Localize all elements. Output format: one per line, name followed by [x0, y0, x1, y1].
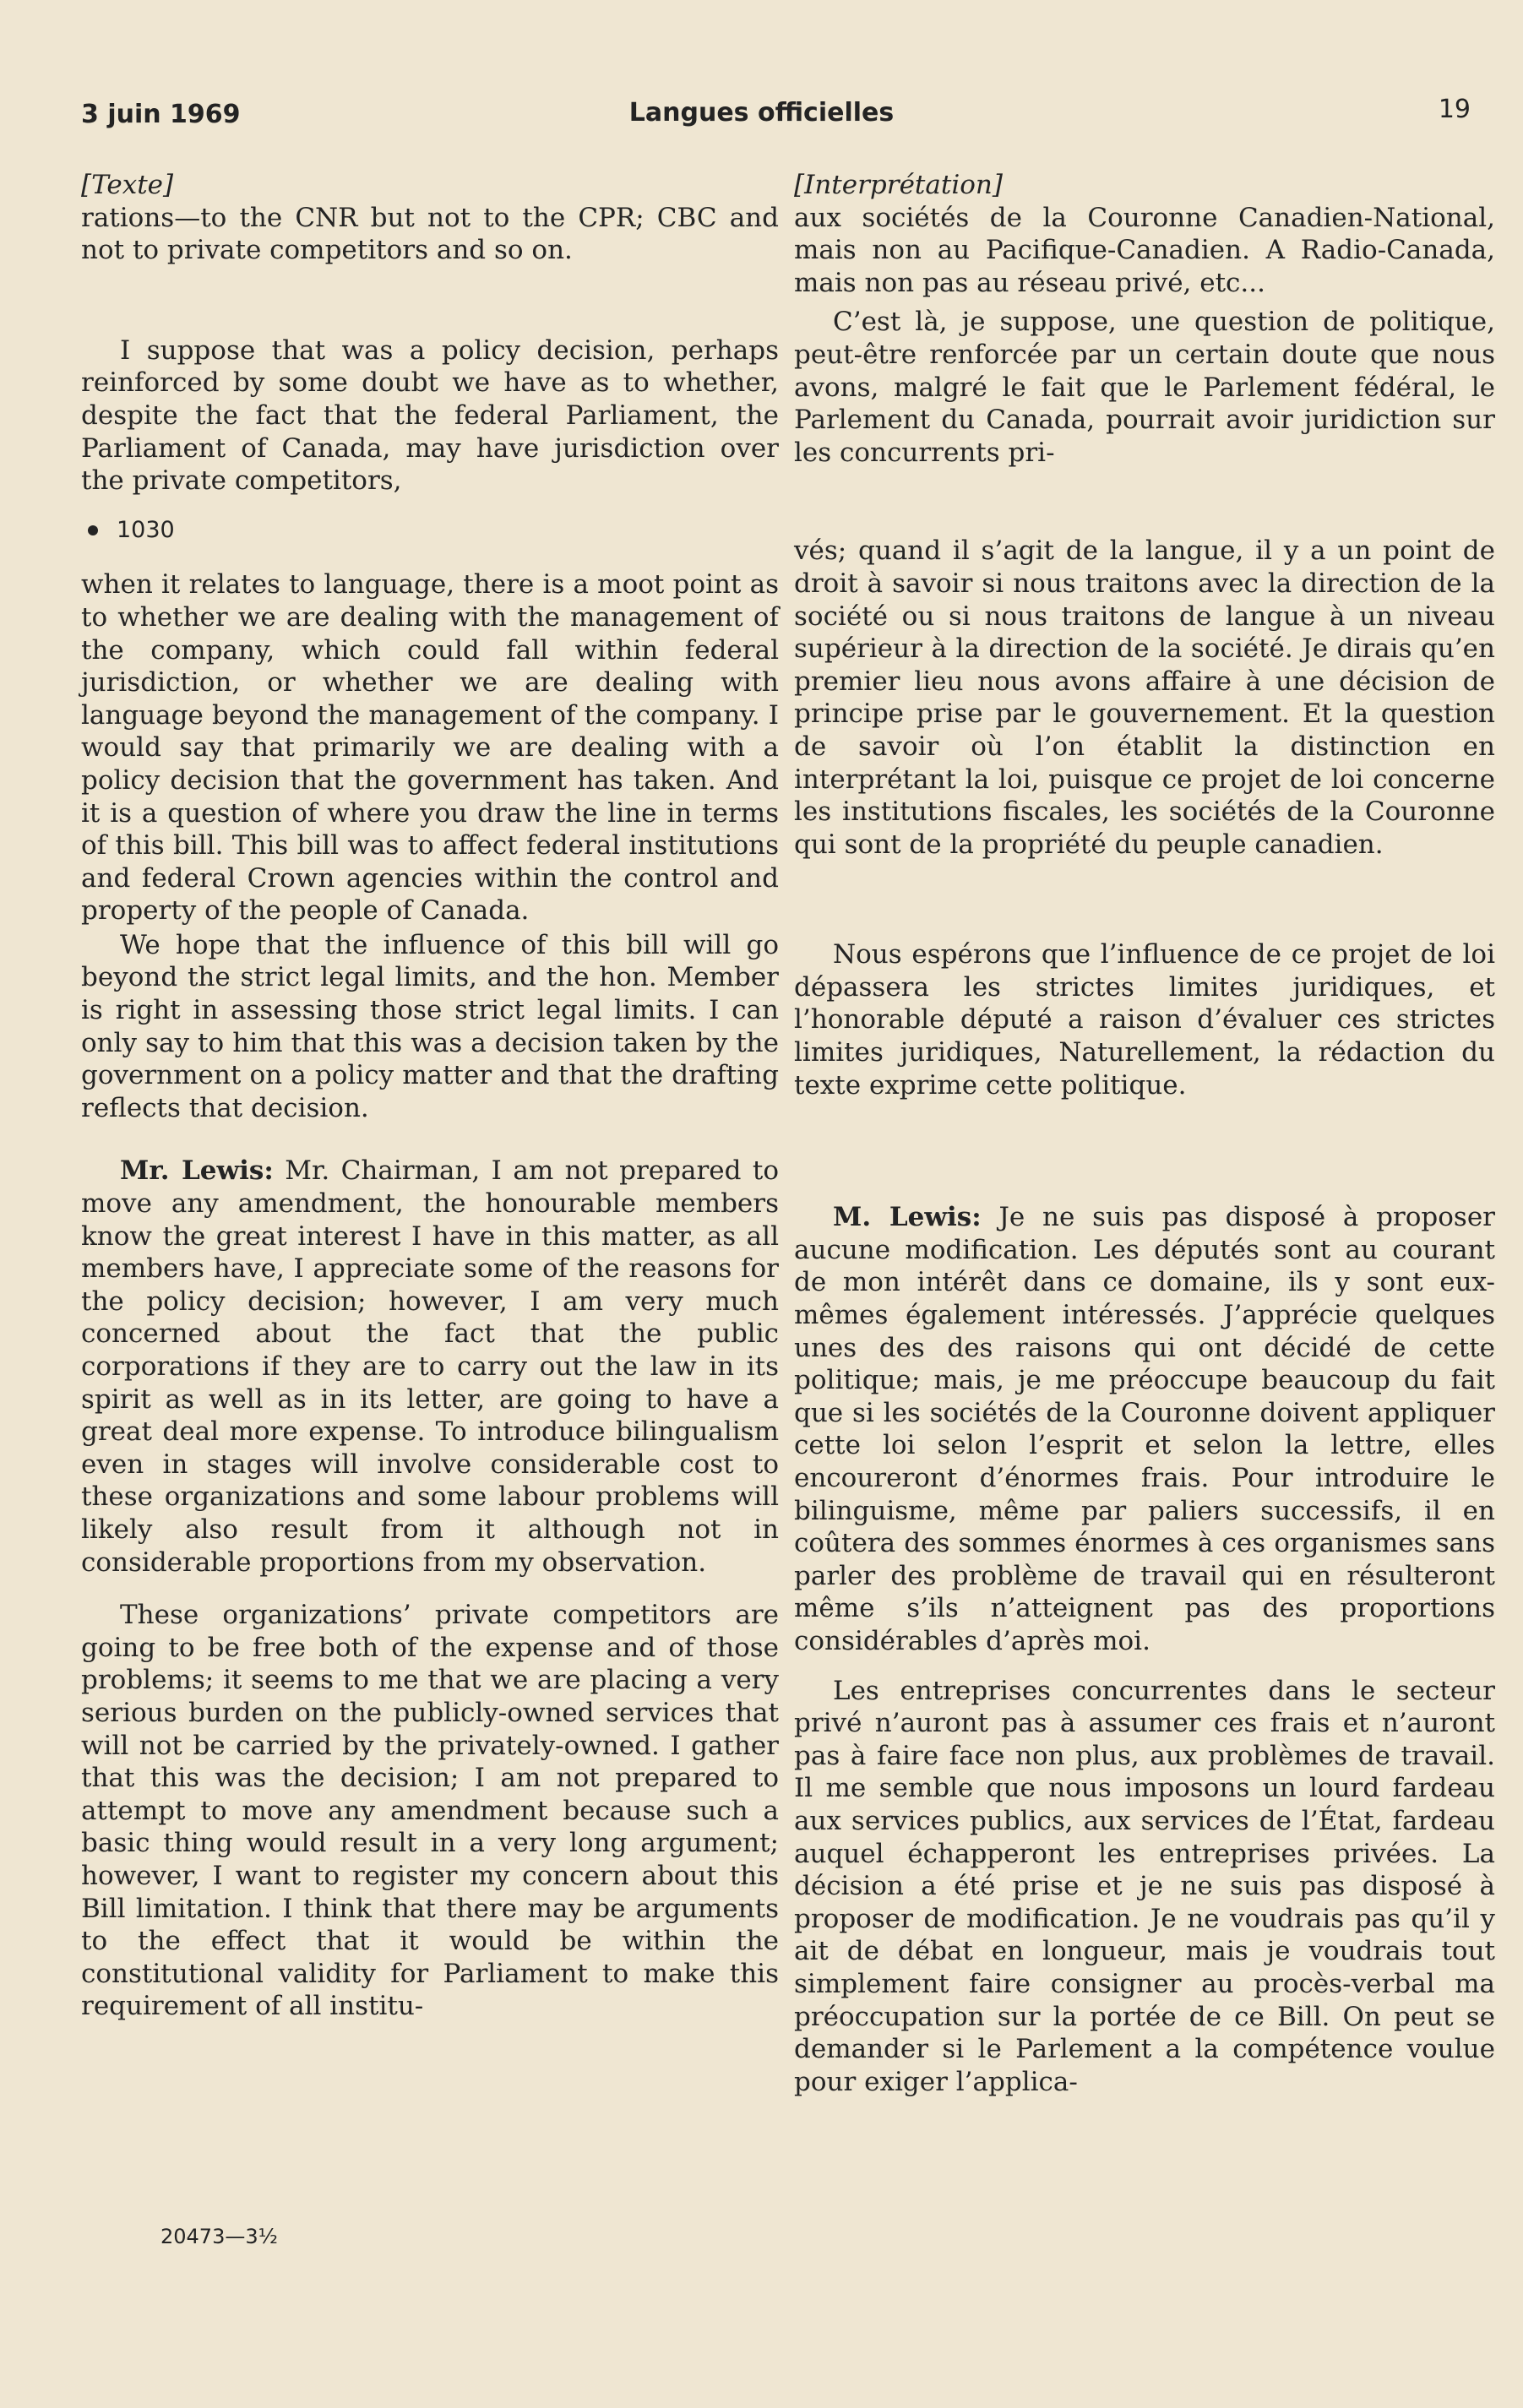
paragraph: aux sociétés de la Couronne Canadien-National, mais non au Pacifique-Canadien. A Radio-Canada, mais non pas au réseau privé, etc... [794, 202, 1495, 298]
english-column [81, 169, 779, 2023]
paragraph: when it relates to language, there is a moot point as to whether we are dealing with the management of the company, which could fall within federal jurisdiction, or whether we are dealing with language beyond the management of the company. I would say that primarily we are dealing with a policy decision that the government has taken. And it is a question of where you draw the line in terms of this bill. This bill was to affect federal institutions and federal Crown agencies within the control and property of the people of Canada. [81, 569, 779, 927]
time-marker-label: 1030 [117, 516, 175, 543]
paragraph: These organizations’ private competitors are going to be free both of the expense and of those problems; it seems to me that we are placing a very serious burden on the publicly-owned services that will not be carried by the privately-owned. I gather that this was the decision; I am not prepared to attempt to move any amendment because such a basic thing would result in a very long argument; however, I want to register my concern about this Bill limitation. I think that there may be arguments to the effect that it would be within the constitutional validity for Parliament to make this requirement of all institu- [81, 1600, 779, 2022]
paragraph: rations—to the CNR but not to the CPR; CBC and not to private competitors and so on. [81, 202, 779, 266]
header-title: Langues officielles [628, 98, 895, 128]
french-column [794, 169, 1495, 2098]
speaker-paragraph [794, 1201, 1495, 1657]
paragraph: I suppose that was a policy decision, perhaps reinforced by some doubt we have as to whether, despite the fact that the federal Parliament, the Parliament of Canada, may have jurisdiction over the private competitors, [81, 334, 779, 497]
language-tag: [Interprétation] [794, 170, 1003, 200]
speech-text: Mr. Chairman, I am not prepared to move any amendment, the honourable members know the great interest I have in this matter, as all members have, I appreciate some of the reasons for the policy decision; however, I am very much concerned about the fact that the public corporations if they are to carry out the law in its spirit as well as in its letter, are going to have a great deal more expense. To introduce bilingualism even in stages will involve considerable cost to these organizations and some labour problems will likely also result from it although not in considerable proportions from my observation. [81, 1155, 780, 1578]
paragraph: C’est là, je suppose, une question de politique, peut-être renforcée par un certain doute que nous avons, malgré le fait que le Parlement fédéral, le Parlement du Canada, pourrait avoir juridiction sur les concurrents pri- [794, 307, 1495, 468]
paragraph: We hope that the influence of this bill will go beyond the strict legal limits, and the hon. Member is right in assessing those strict legal limits. I can only say to him that this was a decision taken by the government on a policy matter and that the drafting reflects that decision. [81, 929, 779, 1123]
speech-text: Je ne suis pas disposé à proposer aucune modification. Les députés sont au courant de mon intérêt dans ce domaine, ils y sont eux-mêmes également intéressés. J’apprécie quelques unes des des raisons qui ont décidé de cette politique; mais, je me préoccupe beaucoup du fait que si les sociétés de la Couronne doivent appliquer cette loi selon l’esprit et selon la lettre, elles encoureront d’énormes frais. Pour introduire le bilinguisme, même par paliers successifs, il en coûtera des sommes énormes à ces organismes sans parler des problème de travail qui en résulteront même s’ils n’atteignent pas des proportions considérables d’après moi. [794, 1202, 1495, 1656]
speaker-name: M. Lewis: [833, 1202, 982, 1233]
speaker-paragraph [81, 1155, 779, 1579]
paragraph: Nous espérons que l’influence de ce projet de loi dépassera les strictes limites juridiques, et l’honorable député a raison d’évaluer ces strictes limites juridiques, Naturellement, la rédaction du texte exprime cette politique. [794, 939, 1495, 1101]
language-tag: [Texte] [81, 170, 174, 200]
header-date: 3 juin 1969 [81, 100, 241, 129]
paragraph: vés; quand il s’agit de la langue, il y a un point de droit à savoir si nous traitons avec la direction de la société ou si nous traitons de langue à un niveau supérieur à la direction de la société. Je dirais qu’en premier lieu nous avons affaire à une décision de principe prise par le gouvernement. Et la question de savoir où l’on établit la distinction en interprétant la loi, puisque ce projet de loi concerne les institutions fiscales, les sociétés de la Couronne qui sont de la propriété du peuple canadien. [794, 535, 1495, 860]
footer-reference: 20473—3½ [160, 2225, 278, 2248]
time-marker [88, 514, 779, 547]
bullet-icon [88, 525, 98, 535]
speaker-name: Mr. Lewis: [120, 1155, 274, 1187]
page-number: 19 [1438, 95, 1471, 124]
paragraph: Les entreprises concurrentes dans le secteur privé n’auront pas à assumer ces frais et n’auront pas à faire face non plus, aux problèmes de travail. Il me semble que nous imposons un lourd fardeau aux services publics, aux services de l’État, fardeau auquel échapperont les entreprises privées. La décision a été prise et je ne suis pas disposé à proposer de modification. Je ne voudrais pas qu’il y ait de débat en longueur, mais je voudrais tout simplement faire consigner au procès-verbal ma préoccupation sur la portée de ce Bill. On peut se demander si le Parlement a la compétence voulue pour exiger l’applica- [794, 1675, 1495, 2097]
